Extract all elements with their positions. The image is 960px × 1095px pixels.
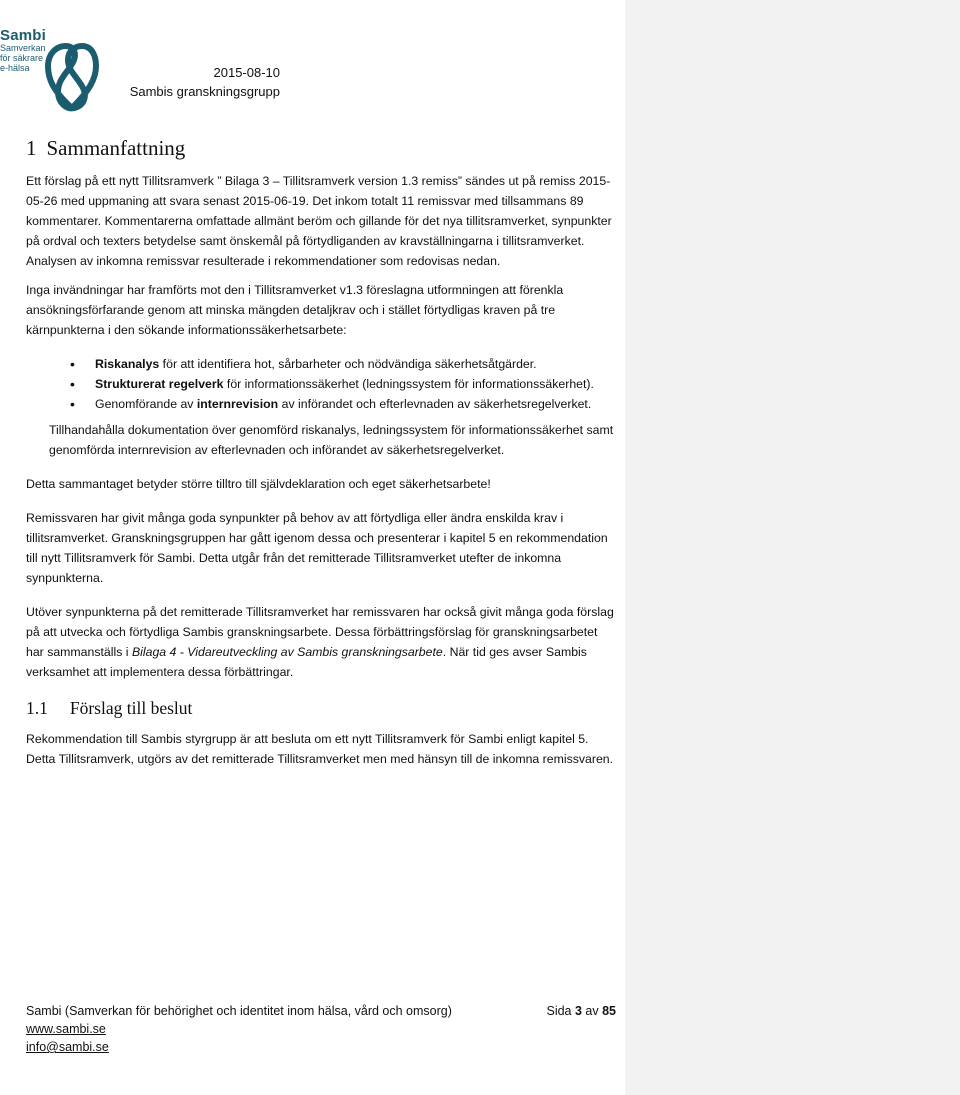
paragraph: Tillhandahålla dokumentation över genomförd riskanalys, ledningssystem för informationssäkerhet samt genomförda internrevision av efterlevnaden och införandet av säkerhetsregelverket.	[49, 423, 614, 457]
section-heading	[26, 134, 616, 162]
paragraph	[26, 602, 616, 682]
paragraph: Detta sammantaget betyder större tilltro till självdeklaration och eget säkerhetsarbete!	[26, 477, 491, 491]
list-item-text: av införandet och efterlevnaden av säkerhetsregelverket.	[278, 397, 592, 411]
comment-margin	[625, 0, 960, 1095]
paragraph-text: . När tid ges avser Sambis verksamhet att implementera dessa förbättringar.	[26, 645, 587, 679]
subsection-number: 1.1	[26, 698, 48, 718]
page-total: 85	[602, 1004, 616, 1018]
paragraph: Remissvaren har givit många goda synpunkter på behov av att förtydliga eller ändra enskilda krav i tillitsramverket. Granskningsgruppen har gått igenom dessa och presenterar i kapitel 5 en rekommendation till nytt Tillitsramverk för Sambi. Detta utgår från det remitterade Tillitsramverket utefter de inkomna synpunkterna.	[26, 511, 608, 585]
list-item-text: Genomförande av	[95, 397, 197, 411]
page-number	[546, 1002, 616, 1020]
paragraph-text: Utöver synpunkterna på det remitterade Tillitsramverket har remissvaren har också givit många goda förslag på att utvecka och förtydliga Sambis granskningsarbete. Dessa förbättringsförslag för granskningsarbetet har sammanställs i	[26, 605, 614, 659]
page-header	[130, 63, 280, 101]
list-item	[26, 374, 616, 394]
page-mid: av	[581, 1004, 603, 1018]
header-date: 2015-08-10	[213, 65, 280, 80]
paragraph: Rekommendation till Sambis styrgrupp är att besluta om ett nytt Tillitsramverk för Sambi enligt kapitel 5. Detta Tillitsramverk, utgörs av det remitterade Tillitsramverket men med hänsyn till de inkomna remissvaren.	[26, 732, 614, 766]
page-current: 3	[574, 1004, 582, 1018]
logo-name: Sambi	[0, 27, 47, 44]
section-title: Sammanfattning	[46, 136, 186, 160]
paragraph: Ett förslag på ett nytt Tillitsramverk ” Bilaga 3 – Tillitsramverk version 1.3 remiss” sändes ut på remiss 2015-05-26 med uppmaning att svara senast 2015-06-19. Det inkom totalt 11 remissvar med tillsammans 89 kommentarer. Kommentarerna omfattade allmänt beröm och gillande för det nya tillitsramverket, synpunkter på ordval och texters betydelse samt önskemål på förtydliganden av kravställningarna i tillitsramverket. Analysen av inkomna remissvar resulterade i rekommendationer som redovisas nedan.	[26, 174, 612, 268]
list-item	[26, 394, 616, 414]
heart-knot-icon	[44, 42, 100, 114]
page-prefix: Sida	[546, 1004, 575, 1018]
website-link[interactable]: www.sambi.se	[26, 1022, 106, 1036]
bold-term: internrevision	[196, 397, 279, 411]
bullet-list	[26, 354, 616, 414]
paragraph: Inga invändningar har framförts mot den i Tillitsramverket v1.3 föreslagna utformningen att förenkla ansökningsförfarande genom att minska mängden detaljkrav och i stället förtydligas kraven på tre kärnpunkterna i den sökande informationssäkerhetsarbete:	[26, 283, 564, 337]
email-link[interactable]: info@sambi.se	[26, 1040, 109, 1054]
list-item-text: för att identifiera hot, sårbarheter och nödvändiga säkerhetsåtgärder.	[159, 357, 537, 371]
bold-term: Strukturerat regelverk	[95, 377, 224, 391]
document-body	[26, 134, 616, 778]
header-group: Sambis granskningsgrupp	[129, 84, 280, 99]
page-footer	[26, 1002, 616, 1056]
subsection-title: Förslag till beslut	[69, 698, 193, 718]
italic-reference: Bilaga 4 - Vidareutveckling av Sambis granskningsarbete	[131, 645, 443, 659]
logo-line-1: Samverkan	[0, 43, 46, 53]
section-number: 1	[26, 136, 37, 160]
footer-org: Sambi (Samverkan för behörighet och identitet inom hälsa, vård och omsorg)	[26, 1004, 452, 1018]
logo-line-3: e-hälsa	[0, 63, 30, 73]
logo-text	[0, 28, 46, 73]
logo-line-2: för säkrare	[0, 53, 44, 63]
subsection-heading	[26, 696, 616, 720]
bold-term: Riskanalys	[95, 357, 160, 371]
list-item-text: för informationssäkerhet (ledningssystem för informationssäkerhet).	[223, 377, 594, 391]
sambi-logo	[0, 28, 110, 118]
list-item	[26, 354, 616, 374]
